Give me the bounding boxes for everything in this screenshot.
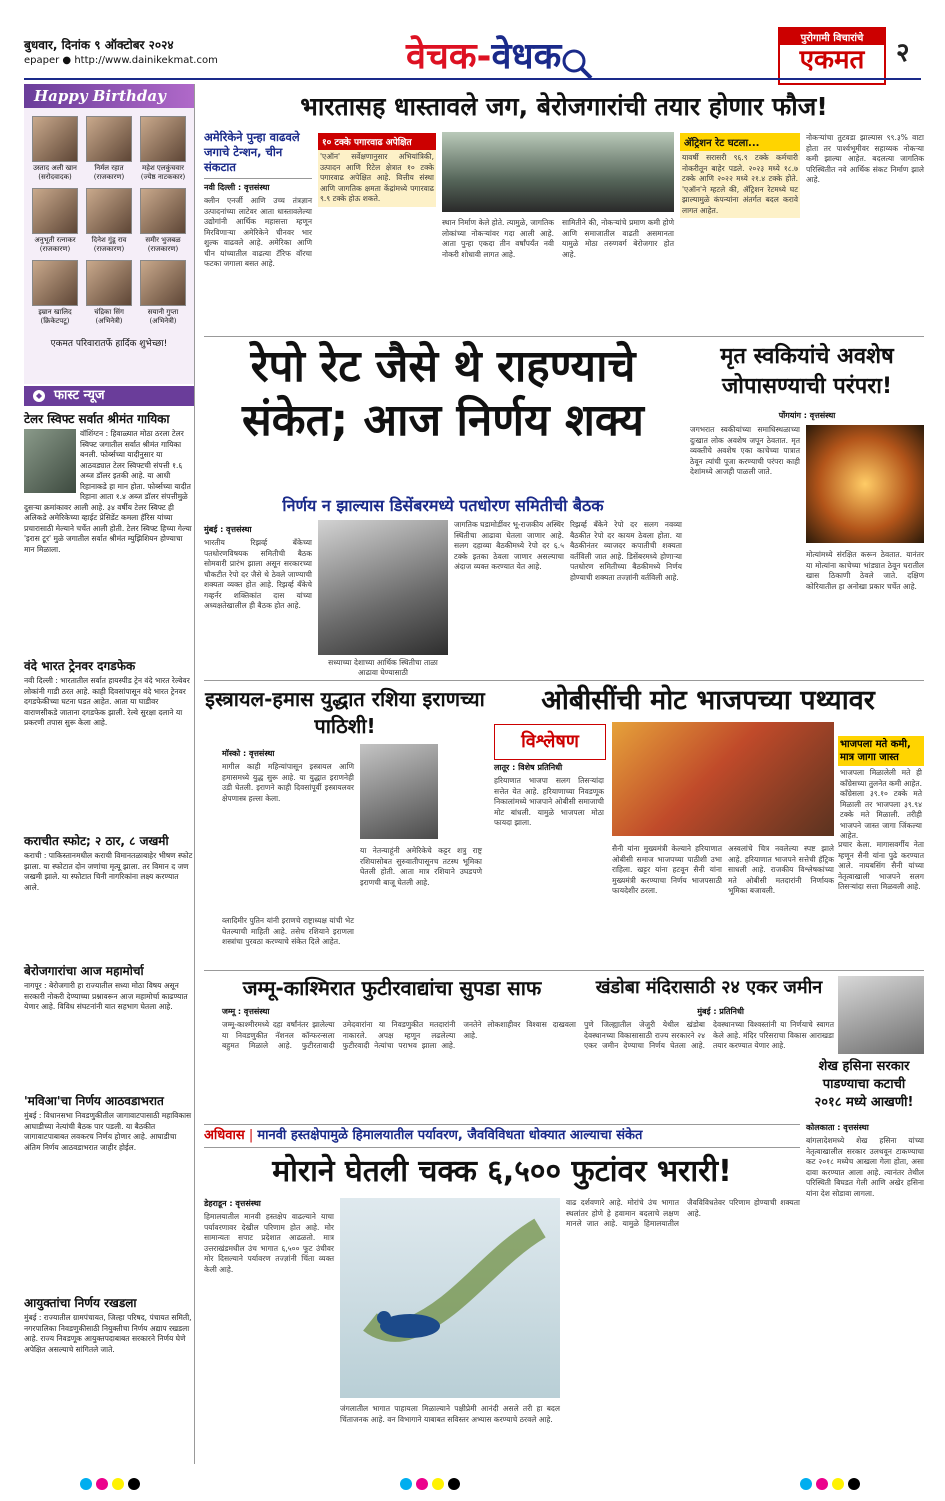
person-name: निर्मल रहात [94,164,124,172]
jk-body: जम्मू-काश्मीरमध्ये दहा वर्षांनंतर झालेल्या या निवडणुकीत नॅशनल कॉन्फरन्सला बहुमत मिळाले आहे. फुटीरतावादी उमेदवारांना या निवडणुकीत मतदारांनी नाकारले. अपक्ष म्हणून लढलेल्या फुटीरवादी नेत्यांचा पराभव झाला आहे. जनतेने लोकशाहीवर विश्वास दाखवला आहे. [222,1020,576,1050]
fast-news-heading: बेरोजगारांचा आज महामोर्चा [24,964,144,978]
fast-news-item [24,1094,194,1244]
repo-dateline: मुंबई : वृत्तसंस्था [204,525,252,534]
fast-news-item [24,1296,194,1461]
magnifier-icon [560,47,594,81]
person-role: (अभिनेत्री) [95,317,123,325]
hasina-headline-line-1: शेख हसिना सरकार [818,1059,910,1074]
birthday-panel [24,84,194,384]
fast-news-body: नागपूर : बेरोजगारी हा राज्यातील सध्या मोठा विषय असून सरकारी नोकरी देण्याच्या प्रश्नावरून आज महामोर्चा काढण्यात येणार आहे. विविध संघटनांनी यात सहभाग घेतला आहे. [24,981,188,1011]
adhivas-text: मानवी हस्तक्षेपामुळे हिमालयातील पर्यावरण, जैवविविधता धोक्यात आल्याचा संकेत [257,1128,643,1143]
celebration-photo [612,722,834,836]
fast-news-heading: कराचीत स्फोट; २ ठार, ८ जखमी [24,834,169,848]
peacock-body-3: जंगलातील भागात पाहायला मिळाल्याने पक्षीप्रेमी आनंदी असले तरी हा बदल चिंताजनक आहे. वन विभागाने याबाबत सविस्तर अभ्यास करण्याचे ठरवले आहे. [340,1404,560,1424]
fast-news-bar [24,386,194,406]
person-role: (राजकारण) [39,245,71,253]
page-number: २ [896,38,910,68]
repo-body-2: जागतिक घडामोडींवर भू-राजकीय अस्थिर स्थितीचा आढावा घेतला जाणार आहे. सलग दहाव्या बैठकीमध्ये रेपो दर ६.५ टक्के इतका ठेवला जाणार असल्याचा अंदाज व्यक्त करण्यात येत आहे. [454,520,564,571]
top-headline: भारतासह धास्तावले जग, बेरोजगारांची तयार होणार फौज! [300,92,828,121]
fast-news-body: वॉशिंग्टन : हिवाळ्यात मोठा ठरला टेलर स्विफ्ट जगातील सर्वात श्रीमंत गायिका बनली. फोर्ब्सच्या यादीनुसार या आठवड्यात टेलर स्विफ्टची संपत्ती १.६ अब्ज डॉलर इतकी आहे. या आधी रिहानाकडे हा मान होता. फोर्ब्सच्या यादीत रिहाना आता १.४ अब्ज डॉलर संपत्तीमुळे दुसऱ्या क्रमांकावर आली आहे. ३४ वर्षीय टेलर स्विफ्ट ही अलिकडे अमेरिकेच्या व्हाईट प्रेसिडेंट कमला हॅरिस यांच्या प्रचारासाठी मेल्याने चर्चेत आली होती. टेलर स्विफ्ट हिच्या गेल्या 'इरास टूर' मुळे जगातील सर्वात श्रीमंत म्युझिशियन होण्याचा मान मिळाला. [24,429,192,554]
avatar [32,260,78,306]
singer-photo [24,429,76,493]
birthday-person [84,188,134,254]
governor-photo-caption: सध्याच्या देशाच्या आर्थिक स्थितीचा ताळा आढावा घेण्यासाठी [328,658,438,677]
adhivas-bar: अधिवास | मानवी हस्तक्षेपामुळे हिमालयातील पर्यावरण, जैवविविधता धोक्यात आल्याचा संकेत [204,1124,800,1148]
cmyk-mark [832,1478,844,1490]
fast-news-heading: आयुक्तांचा निर्णय रखडला [24,1296,137,1310]
hasina-photo [838,976,924,1054]
israel-body-1: मागील काही महिन्यांपासून इस्त्रायल आणि हमासमध्ये युद्ध सुरू आहे. या युद्धात इराणनेही उडी घेतली. इराणने काही दिवसांपूर्वी इस्त्रायलवर क्षेपणास्त्र हल्ला केला. [222,762,354,803]
fast-news-heading: वंदे भारत ट्रेनवर दगडफेक [24,659,136,673]
avatar [86,116,132,162]
avatar [86,260,132,306]
cmyk-mark [128,1478,140,1490]
person-role: (राजकारण) [147,245,179,253]
logo-name: एकमत [799,45,865,75]
cmyk-mark [432,1478,444,1490]
hasina-headline [804,1058,924,1112]
avatar [86,188,132,234]
birthday-person [138,116,188,182]
obc-right-body: प्रचार केला. मागासवर्गीय नेता म्हणून सैनी यांना पुढे करण्यात आले. नायबसिंग सैनी यांच्या नेतृत्वाखाली भाजपने सलग तिसऱ्यांदा सत्ता मिळवली आहे. [838,840,924,891]
person-name: समीर भुजबळ [145,236,181,244]
top-body-col4: सामितीने की, नोकऱ्यांचे प्रमाण कमी होणे आणि समाजातील वाढती असमानता यामुळे मोठा तरुणवर्ग बेरोजगार होत आहे. [562,218,674,259]
side-body-1: जगभरात स्वकीयांच्या समाधिस्थळाच्या दुःखात लोक अवशेष जपून ठेवतात. मृत व्यक्तीचे अवशेष एका काचेच्या पात्रात ठेवून त्यांची पूजा करण्याची परंपरा काही देशांमध्ये आजही पाळली जाते. [690,425,800,476]
cmyk-mark [800,1478,812,1490]
repo-body-3: रिझर्व्ह बँकेने रेपो दर सलग नवव्या बैठकीत रेपो दर कायम ठेवला होता. या बैठकीनंतर व्याजदर कपातीची शक्यता वर्तविली जात आहे. डिसेंबरमध्ये होणाऱ्या पतधोरण समितीच्या बैठकीमध्ये निर्णय होण्याची शक्यता तज्ज्ञांनी वर्तविली आहे. [570,520,682,582]
obc-body-2: सैनी यांना मुख्यमंत्री केल्याने हरियाणात ओबीसी समाज भाजपच्या पाठीशी उभा राहिला. खट्टर यांना हटवून सैनी यांना मुख्यमंत्री करण्याचा निर्णय भाजपसाठी फायदेशीर ठरला. [612,844,722,895]
avatar [32,116,78,162]
divider [204,336,924,337]
person-role: (राजकारण) [93,173,125,181]
brand-part-a: वेचक- [406,36,492,77]
ekmat-logo [778,27,886,85]
obc-yellow-body: भाजपला मिळालेली मते ही काँग्रेसच्या तुलनेत कमी आहेत. काँग्रेसला ३९.१० टक्के मते मिळाली तर भाजपला ३९.९४ टक्के मते मिळाली. तरीही भाजपने जास्त जागा जिंकल्या आहेत. [840,768,922,840]
jobseekers-photo [442,132,674,212]
fast-news-item [24,412,194,592]
birthday-person [84,260,134,326]
israel-body-2: या नेतन्याहूंनी अमेरिकेचे कट्टर शत्रु राष्ट्र रशियासोबत सुरुवातीपासूनच तटस्थ भूमिका घेतली होती. आता मात्र रशियाने उघडपणे इराणची बाजू घेतली आहे. [360,846,482,887]
jk-dateline: जम्मू : वृत्तसंस्था [222,1007,270,1016]
person-role: (ज्येष्ठ नाटककार) [140,173,186,181]
obc-headline: ओबीसींची मोट भाजपच्या पथ्यावर [541,685,875,716]
fast-news-item [24,964,194,1084]
obc-body-3: अस्वलांचे चित्र नवलेल्या स्पष्ट झाले आहे. हरियाणात भाजपने सत्तेची हॅट्रिक साधली आहे. राजकीय विश्लेषकांच्या मते ओबीसी मतदारांनी निर्णायक भूमिका बजावली. [728,844,834,895]
israel-headline: इस्त्रायल-हमास युद्धात रशिया इराणच्या पाठिशी! [205,687,485,738]
avatar [140,116,186,162]
repo-subheading: निर्णय न झाल्यास डिसेंबरमध्ये पतधोरण समितीची बैठक [282,496,604,515]
obc-dateline: लातूर : विशेष प्रतिनिधी [494,763,563,772]
person-role: (सरोदवादक) [38,173,72,181]
fast-news-body: मुंबई : राज्यातील ग्रामपंचायत, जिल्हा परिषद, पंचायत समिती, नगरपालिका निवडणुकीसाठी नियुक्तीचा निर्णय अद्याप रखडला आहे. राज्य निवडणूक आयुक्तपदाबाबत सरकारने निर्णय घेणे अपेक्षित असल्याचे सांगितले जाते. [24,1313,192,1354]
bullet-icon [32,389,46,403]
hasina-body: बांगलादेशमध्ये शेख हसिना यांच्या नेतृत्वाखालील सरकार उलथवून टाकण्याचा कट २०१८ मध्येच आखला गेला होता, असा दावा करण्यात आला आहे. त्यानंतर तेथील परिस्थिती बिघडत गेली आणि अखेर हसिना यांना देश सोडावा लागला. [806,1136,924,1198]
peacock-photo [340,1198,560,1398]
top-box-column [318,133,436,333]
fast-news-heading: 'मविआ'चा निर्णय आठवडाभरात [24,1094,164,1108]
section-brand [406,30,666,80]
top-box2-body: यावर्षी सरासरी ९६.९ टक्के कर्मचारी नोकरीतून बाहेर पडले. २०२३ मध्ये १८.७ टक्के आणि २०२२ मध्ये २१.४ टक्के होते. 'एऑन'ने म्हटले की, ॲट्रिशन रेटमध्ये घट झाल्यामुळे कंपन्यांना अंतर्गत बदल करावे लागत आहेत. [680,151,800,218]
birthday-wish: एकमत परिवारातर्फे हार्दिक शुभेच्छा! [50,339,168,349]
birthday-person [84,116,134,182]
avatar [32,188,78,234]
israel-body-3: व्लादिमीर पुतिन यांनी इराणचे राष्ट्राध्यक्ष यांची भेट घेतल्याची माहिती आहे. तसेच रशियाने इराणला शस्त्रांचा पुरवठा करण्याचे संकेत दिले आहेत. [222,916,354,946]
person-role: (अभिनेत्री) [149,317,177,325]
birthday-person [30,116,80,182]
khandoba-body: पुणे जिल्ह्यातील जेजुरी येथील खंडोबा देवस्थानच्या विकासासाठी राज्य सरकारने २४ एकर जमीन देण्याचा निर्णय घेतला आहे. देवस्थानच्या विश्वस्तांनी या निर्णयाचे स्वागत केले आहे. मंदिर परिसराचा विकास आराखडा तयार करण्यात येणार आहे. [584,1020,834,1050]
jk-headline: जम्मू-काश्मिरात फुटीरवाद्यांचा सुपडा साफ [242,976,542,1000]
brand-part-b: वेधक [491,36,562,77]
peacock-dateline: डेहराडून : वृत्तसंस्था [204,1199,261,1208]
top-side-body: क्लीन एनर्जी आणि उच्च तंत्रज्ञान उत्पादनांच्या लाटेवर आता धास्तावलेल्या उद्योगांनी आर्थिक महासत्ता म्हणून मिरविणाऱ्या अमेरिकेने चीनवर भार शुल्क वाढवले आहे. अमेरिका आणि चीन यांच्यातील वाढत्या टॅरिफ वॉरचा फटका जगाला बसत आहे. [204,196,312,268]
cmyk-mark [416,1478,428,1490]
peacock-icon [340,1198,560,1398]
khandoba-headline: खंडोबा मंदिरासाठी २४ एकर जमीन [595,977,823,998]
avatar [140,188,186,234]
person-name: चंद्रिका सिंग [94,308,124,316]
cmyk-mark [112,1478,124,1490]
obc-yellow-heading: भाजपला मते कमी, मात्र जागा जास्त [838,736,924,766]
top-side-column [204,130,312,330]
person-name: महेश एलकुंचवार [142,164,184,172]
person-name: अनुभूती रत्नाकर [34,236,76,244]
fast-news-body: मुंबई : विधानसभा निवडणुकीतील जागावाटपासाठी महाविकास आघाडीच्या नेत्यांची बैठक पार पडली. या बैठकीत जागावाटपाबाबत लवकरच निर्णय होणार आहे. आघाडीचा अंतिम निर्णय आठवडाभरात जाहीर होईल. [24,1111,192,1152]
birthday-person [30,260,80,326]
issue-date: बुधवार, दिनांक ९ ऑक्टोबर २०२४ [24,38,174,52]
obc-yellow-box [838,736,924,840]
obc-body-1: हरियाणात भाजपा सलग तिसऱ्यांदा सत्तेत येत आहे. हरियाणाच्या निवडणूक निकालांमध्ये भाजपाने ओबीसी समाजाची मोट बांधली. यामुळे भाजपला मोठा फायदा झाला. [494,776,604,827]
birthday-grid [24,108,194,334]
top-box2-column [680,133,800,333]
person-name: उस्ताद अली खान [33,164,77,172]
top-body-col3: स्थान निर्माण केले होते. त्यामुळे, जागतिक लोकांच्या नोकऱ्यांवर गदा आली आहे. आता पुन्हा एकदा तीन वर्षांपर्यंत नवी नोकरी शोधावी लागत आहे. [442,218,554,259]
fast-news-title: फास्ट न्यूज [54,388,105,403]
avatar [140,260,186,306]
top-side-dateline: नवी दिल्ली : वृत्तसंस्था [204,183,270,192]
repo-headline-1: रेपो रेट जैसे थे राहण्याचे [250,341,636,392]
fast-news-body: नवी दिल्ली : भारतातील सर्वात हायस्पीड ट्रेन वंदे भारत रेल्वेवर लोकांनी गाडी ठरत आहे. काही दिवसांपासून वंदे भारत ट्रेनवर दगडफेकीच्या घटना घडत आहेत. आता या घाडीवर वाराणसीकडे जाताना दगडफेक झाली. रेल्वे सुरक्षा दलाने या प्रकरणी तपास सुरू केला आहे. [24,676,190,727]
side-body-2: मोत्यांमध्ये संरक्षित करून ठेवतात. यानंतर या मोत्यांना काचेच्या भांड्यात ठेवून घरातील खास ठिकाणी ठेवले जाते. दक्षिण कोरियातील हा अनोखा प्रकार चर्चेत आहे. [806,550,924,591]
logo-tagline: पुरोगामी विचारांचे [780,29,884,45]
epaper-link[interactable]: epaper ● http://www.dainikekmat.com [24,55,218,66]
peacock-body-2: वाढ दर्शवणारे आहे. मोरांचे उंच भागात स्थलांतर होणे हे हवामान बदलाचे लक्षण मानले जात आहे. यामुळे हिमालयातील जैवविविधतेवर परिणाम होण्याची शक्यता आहे. [566,1198,800,1228]
header-rule [24,78,921,80]
peacock-body-1: हिमालयातील मानवी हस्तक्षेप वाढल्याने याचा पर्यावरणावर देखील परिणाम होत आहे. मोर सामान्यतः सपाट प्रदेशात आढळतो. मात्र उत्तराखंडमधील उंच भागात ६,५०० फूट उंचीवर मोर दिसल्याने पर्यावरण तज्ज्ञांनी चिंता व्यक्त केली आहे. [204,1212,334,1274]
person-role: (क्रिकेटपटू) [40,317,70,325]
hasina-dateline: कोलकाता : वृत्तसंस्था [806,1123,869,1132]
person-name: सयानी गुप्ता [147,308,179,316]
khandoba-dateline: मुंबई : प्रतिनिधी [697,1007,744,1016]
divider [204,680,924,681]
cmyk-mark [400,1478,412,1490]
israel-dateline: मॉस्को : वृत्तसंस्था [222,749,275,758]
putin-photo [360,744,438,839]
top-side-heading: अमेरिकेने पुन्हा वाढवले जगाचे टेन्शन, चीन संकटात [204,130,312,179]
adhivas-tag: अधिवास [204,1128,245,1143]
fast-news-heading: टेलर स्विफ्ट सर्वात श्रीमंत गायिका [24,412,170,426]
cmyk-mark [80,1478,92,1490]
repo-headline-2: संकेत; आज निर्णय शक्य [242,395,644,446]
top-body-col6: नोकऱ्यांचा तुटवडा झाल्यास ९९.३% वाटा होता तर पार्श्वभूमीवर सहाय्यक नोकऱ्या कमी झाल्या आहेत. बदलत्या जागतिक परिस्थितीत नवे आर्थिक संकट निर्माण झाले आहे. [806,133,924,184]
fast-news-body: कराची : पाकिस्तानमधील कराची विमानतळाबाहेर भीषण स्फोट झाला. या स्फोटात दोन जणांचा मृत्यू झाला. तर विमान द जण जखमी झाले. या स्फोटात चिनी नागरिकांना लक्ष्य करण्यात आले. [24,851,193,892]
repo-body-1: भारतीय रिझर्व्ह बँकेच्या पतधोरणविषयक समितीची बैठक सोमवारी प्रारंभ झाला असून सरकारच्या चौकटीत रेपो दर जैसे थे ठेवले जाण्याची शक्यता व्यक्त होत आहे. रिझर्व्ह बँकेचे गव्हर्नर शक्तिकांत दास यांच्या अध्यक्षतेखालील ही बैठक होत आहे. [204,538,312,610]
fast-news-item [24,659,194,759]
fast-news-item [24,834,194,954]
top-box-heading: १० टक्के पगारवाढ अपेक्षित [318,133,436,150]
person-role: (राजकारण) [93,245,125,253]
top-box-body: 'एऑन' सर्वेक्षणानुसार अभियांत्रिकी, उत्पादन आणि रिटेल क्षेत्रात १० टक्के पगारवाढ अपेक्षित आहे. वित्तीय संस्था आणि जागतिक क्षमता केंद्रांमध्ये पगारवाढ ९.९ टक्के होऊ शकते. [318,150,436,207]
birthday-person [30,188,80,254]
birthday-person [138,260,188,326]
cmyk-mark [848,1478,860,1490]
cmyk-mark [448,1478,460,1490]
birthday-title: Happy Birthday [24,84,194,108]
hasina-headline-line-2: पाडण्याचा कटाची [822,1077,906,1092]
birthday-person [138,188,188,254]
divider [204,970,924,971]
side-dateline: पोंगयांग : वृत्तसंस्था [778,411,836,420]
governor-photo [318,520,448,655]
cmyk-mark [816,1478,828,1490]
cmyk-mark [96,1478,108,1490]
top-box2-heading: ॲट्रिशन रेट घटला... [680,133,800,151]
peacock-headline: मोराने घेतली चक्क ६,५०० फुटांवर भरारी! [272,1154,732,1189]
analysis-badge: विश्लेषण [494,724,606,760]
left-column [24,84,195,1464]
person-name: इम्रान खालिद [38,308,72,316]
side-headline: मृत स्वकियांचे अवशेष जोपासण्याची परंपरा! [720,344,894,399]
pearls-photo [806,425,924,543]
hasina-headline-line-3: २०१८ मध्ये आखणी! [814,1095,914,1110]
person-name: दिनेश गुंडू राव [91,236,127,244]
